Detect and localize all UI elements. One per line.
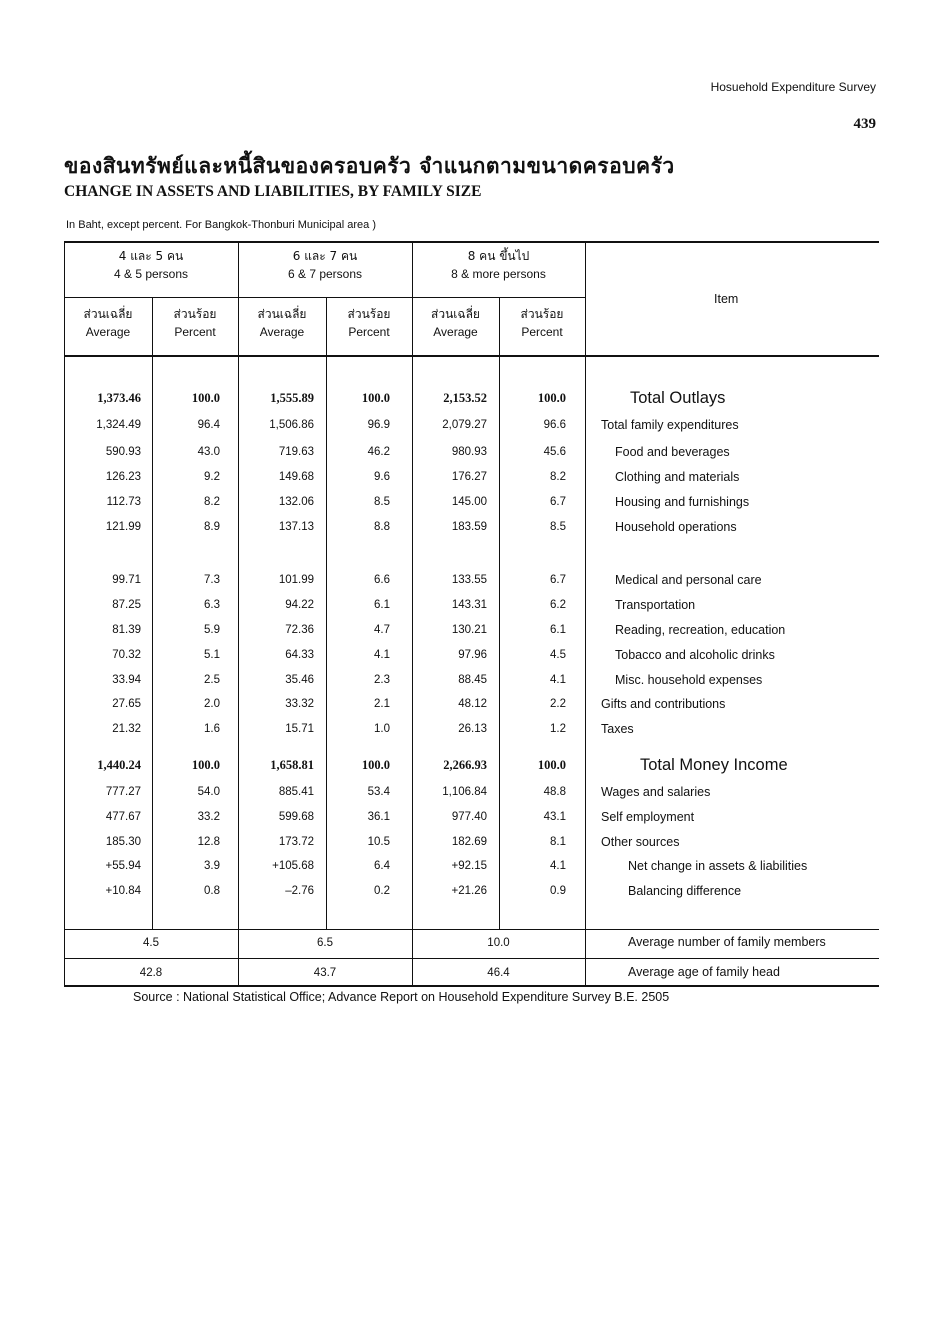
page-number: 439 [853,116,876,132]
average-cell: 1,555.89 [270,391,314,405]
percent-cell: 4.1 [550,860,566,872]
average-cell: 35.46 [285,674,314,686]
rule-group3-right [585,241,586,987]
percent-cell: 100.0 [191,391,220,405]
average-cell: 64.33 [285,649,314,661]
average-cell: 185.30 [105,836,141,848]
average-cell: 1,106.84 [442,786,487,798]
average-cell: 1,373.46 [97,391,141,405]
percent-cell: 8.8 [374,521,390,533]
average-cell: 2,153.52 [443,391,487,405]
average-cell: 176.27 [451,471,487,483]
average-cell: 1,324.49 [96,419,141,431]
average-cell: +92.15 [451,860,487,872]
percent-cell: 96.9 [367,419,390,431]
percent-cell: 45.6 [543,446,566,458]
percent-cell: 33.2 [197,811,220,823]
row-label: Reading, recreation, education [615,623,786,637]
row-label: Medical and personal care [615,573,762,587]
average-cell: 33.32 [285,698,314,710]
average-cell: 719.63 [278,446,314,458]
group-header-2 [238,249,412,281]
average-cell: +21.26 [451,885,487,897]
percent-cell: 6.1 [550,624,566,636]
average-cell: 182.69 [451,836,487,848]
subhead-average [412,307,499,339]
average-cell: +105.68 [272,860,314,872]
percent-cell: 53.4 [367,786,390,798]
percent-cell: 8.1 [550,836,566,848]
row-label: Household operations [615,520,737,534]
percent-cell: 6.7 [550,496,566,508]
percent-cell: 100.0 [361,758,390,772]
percent-cell: 54.0 [197,786,220,798]
average-cell: 590.93 [105,446,141,458]
percent-cell: 36.1 [367,811,390,823]
average-cell: 2,079.27 [442,419,487,431]
percent-cell: 43.0 [197,446,220,458]
percent-cell: 8.5 [374,496,390,508]
average-cell: 173.72 [278,836,314,848]
group-header-english: 4 & 5 persons [113,267,189,281]
average-cell: 48.12 [458,698,487,710]
item-column-header: Item [714,292,739,306]
percent-cell: 0.9 [550,885,566,897]
percent-cell: 12.8 [197,836,220,848]
row-label: Gifts and contributions [601,697,726,711]
percent-cell: 9.6 [374,471,390,483]
row-label: Wages and salaries [601,785,711,799]
average-cell: 112.73 [106,496,141,508]
percent-cell: 6.3 [204,599,220,611]
group-header-english: 6 & 7 persons [287,267,363,281]
average-cell: 81.39 [112,624,141,636]
percent-cell: 5.1 [204,649,220,661]
average-cell: +10.84 [105,885,141,897]
average-cell: 121.99 [105,521,141,533]
average-cell: 133.55 [451,574,487,586]
subhead-thai: ส่วนเฉลี่ย [431,307,480,321]
percent-cell: 2.3 [374,674,390,686]
percent-cell: 100.0 [537,391,566,405]
average-cell: 101.99 [278,574,314,586]
percent-cell: 8.5 [550,521,566,533]
average-cell: 143.31 [451,599,487,611]
average-cell: 87.25 [112,599,141,611]
row-label: Total family expenditures [601,418,739,432]
percent-cell: 4.7 [374,624,390,636]
row-label: Misc. household expenses [615,673,763,687]
percent-cell: 3.9 [204,860,220,872]
percent-cell: 2.1 [374,698,390,710]
source-note: Source : National Statistical Office; Advance Report on Household Expenditure Survey B.E. 2505 [133,990,670,1004]
percent-cell: 96.4 [197,419,220,431]
average-cell: 21.32 [112,723,141,735]
rule-body-bottom [64,929,879,930]
title-english: CHANGE IN ASSETS AND LIABILITIES, BY FAMILY SIZE [64,183,482,200]
average-cell: 477.67 [105,811,141,823]
percent-cell: 43.1 [543,811,566,823]
percent-cell: 2.0 [204,698,220,710]
row-label: Net change in assets & liabilities [628,859,808,873]
group-header-thai: 6 และ 7 คน [292,249,358,263]
percent-cell: 8.2 [550,471,566,483]
average-cell: 1,658.81 [270,758,314,772]
row-label: Transportation [615,598,696,612]
percent-cell: 0.8 [204,885,220,897]
percent-cell: 96.6 [543,419,566,431]
average-cell: 977.40 [451,811,487,823]
average-cell: 980.93 [451,446,487,458]
percent-cell: 6.1 [374,599,390,611]
percent-cell: 4.5 [550,649,566,661]
footer-value: 4.5 [143,937,159,949]
row-label: Food and beverages [615,445,730,459]
unit-note: In Baht, except percent. For Bangkok-Thonburi Municipal area ) [66,219,376,231]
percent-cell: 7.3 [204,574,220,586]
subhead-thai: ส่วนร้อย [173,307,217,321]
subhead-thai: ส่วนเฉลี่ย [83,307,133,321]
rule-group1-right [238,241,239,987]
percent-cell: 0.2 [374,885,390,897]
percent-cell: 6.7 [550,574,566,586]
average-cell: 1,440.24 [97,758,141,772]
percent-cell: 2.5 [204,674,220,686]
rule-group2-right [412,241,413,987]
average-cell: 145.00 [451,496,487,508]
row-label: Total Money Income [640,756,788,774]
row-label: Tobacco and alcoholic drinks [615,648,775,662]
subhead-english: Average [259,325,305,339]
percent-cell: 6.6 [374,574,390,586]
average-cell: 70.32 [112,649,141,661]
average-cell: 777.27 [105,786,141,798]
percent-cell: 6.2 [550,599,566,611]
average-cell: +55.94 [105,860,141,872]
subhead-average [238,307,326,339]
subhead-percent [326,307,412,339]
percent-cell: 100.0 [361,391,390,405]
average-cell: 1,506.86 [269,419,314,431]
average-cell: 88.45 [458,674,487,686]
percent-cell: 1.2 [550,723,566,735]
footer-label: Average number of family members [628,935,826,949]
percent-cell: 1.0 [374,723,390,735]
average-cell: 72.36 [285,624,314,636]
average-cell: 599.68 [278,811,314,823]
title-thai: ของสินทรัพย์และหนี้สินของครอบครัว จำแนกตามขนาดครอบครัว [64,154,675,178]
percent-cell: 100.0 [537,758,566,772]
average-cell: 183.59 [451,521,487,533]
average-cell: 97.96 [458,649,487,661]
footer-value: 43.7 [313,967,337,979]
percent-cell: 48.8 [543,786,566,798]
average-cell: 94.22 [285,599,314,611]
average-cell: 132.06 [278,496,314,508]
footer-value: 6.5 [317,937,333,949]
subhead-thai: ส่วนร้อย [520,307,564,321]
average-cell: 2,266.93 [443,758,487,772]
subhead-english: Percent [348,325,390,339]
footer-value: 46.4 [487,967,510,979]
row-label: Clothing and materials [615,470,740,484]
group-header-english: 8 & more persons [451,267,546,281]
row-label: Other sources [601,835,680,849]
footer-value: 42.8 [139,967,163,979]
average-cell: –2.76 [285,885,314,897]
percent-cell: 6.4 [374,860,390,872]
row-label: Taxes [601,722,634,736]
subhead-percent [152,307,238,339]
group-header-1 [64,249,238,281]
row-label: Self employment [601,810,695,824]
subhead-percent [499,307,585,339]
percent-cell: 10.5 [367,836,390,848]
footer-label: Average age of family head [628,965,780,979]
rule-left [64,241,65,987]
percent-cell: 4.1 [550,674,566,686]
rule-top [64,241,879,243]
subhead-average [64,307,152,339]
average-cell: 99.71 [112,574,141,586]
average-cell: 137.13 [278,521,314,533]
group-header-3 [412,249,585,281]
average-cell: 26.13 [458,723,487,735]
running-header: Hosuehold Expenditure Survey [710,80,876,94]
average-cell: 15.71 [285,723,314,735]
footer-value: 10.0 [487,937,510,949]
data-table [64,241,879,987]
subhead-english: Percent [521,325,563,339]
row-label: Balancing difference [628,884,742,898]
row-label: Total Outlays [630,389,726,407]
subhead-english: Average [85,325,131,339]
percent-cell: 46.2 [367,446,390,458]
percent-cell: 8.2 [204,496,220,508]
group-header-thai: 8 คน ขึ้นไป [467,249,530,263]
rule-footer-mid [64,958,879,959]
subhead-thai: ส่วนเฉลี่ย [257,307,307,321]
subhead-english: Percent [174,325,216,339]
percent-cell: 2.2 [550,698,566,710]
average-cell: 126.23 [105,471,141,483]
percent-cell: 8.9 [204,521,220,533]
percent-cell: 4.1 [374,649,390,661]
average-cell: 885.41 [278,786,314,798]
group-header-thai: 4 และ 5 คน [118,249,184,263]
subhead-thai: ส่วนร้อย [347,307,391,321]
percent-cell: 5.9 [204,624,220,636]
percent-cell: 100.0 [191,758,220,772]
rule-subhead [64,297,585,298]
percent-cell: 9.2 [204,471,220,483]
rule-head-bottom [64,355,879,357]
average-cell: 27.65 [112,698,141,710]
subhead-english: Average [433,325,478,339]
percent-cell: 1.6 [204,723,220,735]
average-cell: 149.68 [278,471,314,483]
average-cell: 130.21 [451,624,487,636]
row-label: Housing and furnishings [615,495,750,509]
average-cell: 33.94 [112,674,141,686]
rule-bottom [64,985,879,987]
